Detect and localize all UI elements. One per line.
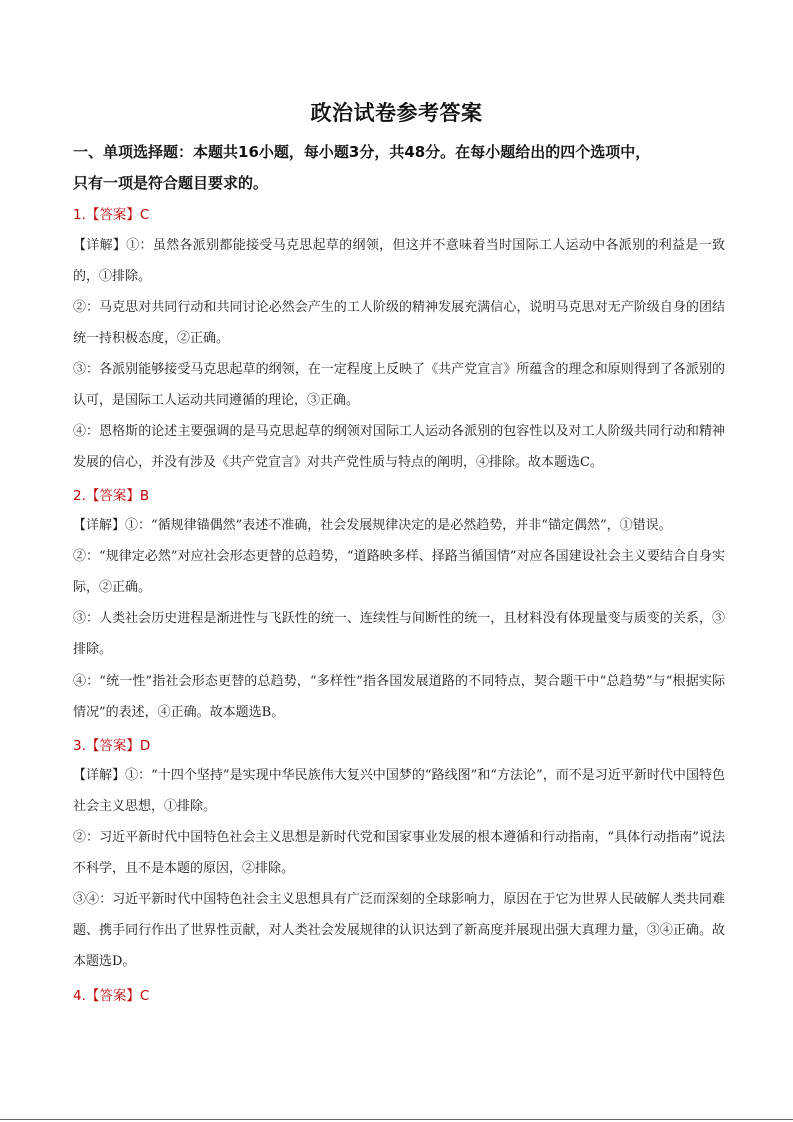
explanation-paragraph: ③④：习近平新时代中国特色社会主义思想具有广泛而深刻的全球影响力，原因在于它为世界人民破解人类共同难题、携手同行作出了世界性贡献，对人类社会发展规律的认识达到了新高度并展现出强大真理力量，③④正确。故本题选D。 bbox=[73, 892, 725, 969]
explanation-paragraph: ②：“规律定必然”对应社会形态更替的总趋势，“道路映多样、择路当循国情”对应各国建设社会主义要结合自身实际，②正确。 bbox=[73, 549, 725, 595]
explanation-paragraph: ③：各派别能够接受马克思起草的纲领，在一定程度上反映了《共产党宣言》所蕴含的理念和原则得到了各派别的认可，是国际工人运动共同遵循的理论，③正确。 bbox=[73, 362, 725, 408]
answer-label: 【答案】 bbox=[85, 738, 140, 754]
answer-line-q4 bbox=[73, 986, 149, 1006]
question-number: 2. bbox=[73, 488, 86, 504]
section-heading-line-2: 只有一项是符合题目要求的。 bbox=[73, 174, 269, 192]
answer-label: 【答案】 bbox=[85, 988, 140, 1004]
answer-line-q1 bbox=[73, 205, 149, 225]
explanation-paragraph: 【详解】①：“十四个坚持”是实现中华民族伟大复兴中国梦的“路线图”和“方法论”，而不是习近平新时代中国特色社会主义思想，①排除。 bbox=[73, 768, 725, 814]
answer-value: B bbox=[139, 488, 150, 504]
answer-value: D bbox=[139, 738, 151, 754]
question-number: 1. bbox=[73, 207, 86, 223]
explanation-paragraph: 【详解】①：“循规律锚偶然”表述不准确，社会发展规律决定的是必然趋势，并非“锚定偶然”，①错误。 bbox=[73, 518, 672, 533]
section-heading-line-1: 一、单项选择题：本题共16小题，每小题3分，共48分。在每小题给出的四个选项中， bbox=[73, 143, 651, 161]
question-number: 3. bbox=[73, 738, 86, 754]
answer-value: C bbox=[139, 207, 150, 223]
explanation-paragraph: 【详解】①：虽然各派别都能接受马克思起草的纲领，但这并不意味着当时国际工人运动中各派别的利益是一致的，①排除。 bbox=[73, 238, 725, 284]
explanation-paragraph: ④：恩格斯的论述主要强调的是马克思起草的纲领对国际工人运动各派别的包容性以及对工人阶级共同行动和精神发展的信心，并没有涉及《共产党宣言》对共产党性质与特点的阐明，④排除。故本题选C。 bbox=[73, 424, 725, 470]
answer-line-q2 bbox=[73, 486, 149, 506]
answer-line-q3 bbox=[73, 736, 150, 756]
page-bottom-divider bbox=[0, 1119, 793, 1120]
answer-label: 【答案】 bbox=[85, 488, 140, 504]
answer-label: 【答案】 bbox=[85, 207, 140, 223]
explanation-paragraph: ③：人类社会历史进程是渐进性与飞跃性的统一、连续性与间断性的统一，且材料没有体现量变与质变的关系，③排除。 bbox=[73, 611, 725, 657]
page-title: 政治试卷参考答案 bbox=[310, 101, 483, 125]
explanation-paragraph: ②：习近平新时代中国特色社会主义思想是新时代党和国家事业发展的根本遵循和行动指南，“具体行动指南”说法不科学，且不是本题的原因，②排除。 bbox=[73, 830, 725, 876]
explanation-paragraph: ②：马克思对共同行动和共同讨论必然会产生的工人阶级的精神发展充满信心，说明马克思对无产阶级自身的团结统一持积极态度，②正确。 bbox=[73, 300, 725, 346]
question-number: 4. bbox=[73, 988, 86, 1004]
explanation-paragraph: ④：“统一性”指社会形态更替的总趋势，“多样性”指各国发展道路的不同特点，契合题干中“总趋势”与“根据实际情况”的表述，④正确。故本题选B。 bbox=[73, 674, 725, 720]
answer-value: C bbox=[139, 988, 150, 1004]
